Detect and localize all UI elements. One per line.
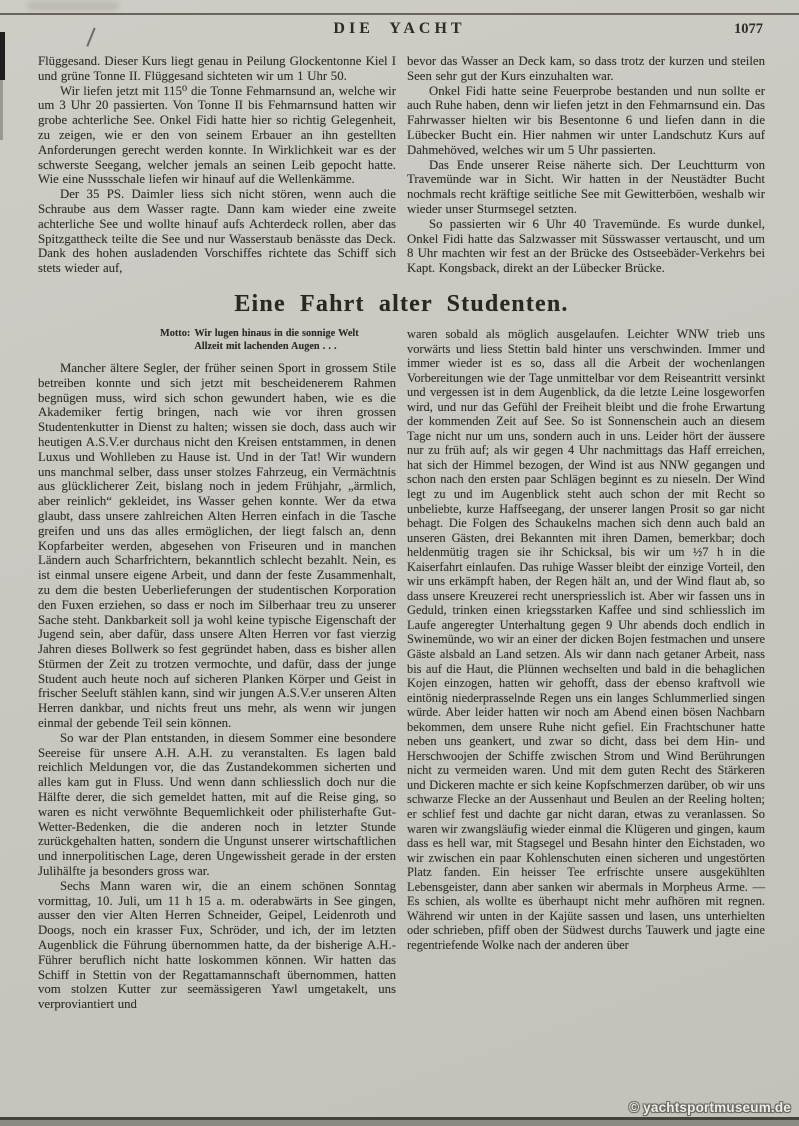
- scan-edge-artifact: [0, 32, 5, 80]
- paragraph: Das Ende unserer Reise näherte sich. Der Leuchtturm von Travemünde war in Sicht. Wir hatten in der Neustädter Bucht nochmals recht kräftige seitliche See mit Gewitterböen, weshalb wir wieder unser Sturmsegel setzten.: [407, 157, 765, 216]
- scan-edge-artifact: [0, 80, 3, 140]
- paragraph: Der 35 PS. Daimler liess sich nicht stören, wenn auch die Schraube aus dem Wasser ragte. Dann kam wieder eine zweite achterliche See und wollte hinauf aufs Achterdeck rollen, aber das Spitzgattheck teilte die See und nur Wasserstaub benässte das Deck. Dank des hohen ausladenden Vorschiffes richtete das Schiff sich stets wieder auf,: [38, 187, 396, 276]
- article-left-column: [38, 327, 396, 1012]
- paragraph: So war der Plan entstanden, in diesem Sommer eine besondere Seereise für unsere A.H. A.H. zu veranstalten. Es lagen bald reichlich Meldungen vor, die das Zustandekommen sicherten und alles kam gut in Fluss. Und wenn dann schliesslich doch nur die Hälfte derer, die sich gemeldet hatten, mit auf die Reise ging, so waren es nicht verwöhnte Bequemlichkeit oder philisterhafte Gut-Wetter-Bedenken, die die anderen noch in letzter Stunde zurückgehalten hatten, sondern die Ungunst unserer wirtschaftlichen und innerpolitischen Lage, deren Ungewissheit gerade in der ersten Julihälfte ja besonders gross war.: [38, 730, 396, 879]
- paragraph: bevor das Wasser an Deck kam, so dass trotz der kurzen und steilen Seen sehr gut der Kurs einzuhalten war.: [407, 54, 765, 83]
- motto-line: Wir lugen hinaus in die sonnige Welt: [194, 327, 359, 339]
- paragraph: waren sobald als möglich ausgelaufen. Leichter WNW trieb uns vorwärts und liess Stettin bald hinter uns verschwinden. Immer und immer wieder ist es so, dass all die Arbeit der wochenlangen Vorbereitungen wie der Tage unmittelbar vor dem Reiseantritt versinkt und vergessen ist in dem Augenblick, da die letzte Leine losgeworfen wird, und nur das Gefühl der Freiheit bleibt und die frohe Erwartung der kommenden Zeit auf See. So ist Sonnenschein auch an diesem Tage nicht nur um uns, sondern auch in uns. Leider hört der äussere nur zu früh auf; als wir gegen 4 Uhr nachmittags das Haff erreichen, hat sich der Himmel bezogen, der Wind ist aus NNW gegangen und schon nach den ersten paar Schlägen beginnt es zu nieseln. Der Wind legt zu und im Augenblick steht auch schon der mit Recht so unbeliebte, kurze Haffseegang, der unserer langen Prosit so gar nicht behagt. Die Folgen des Schaukelns machen sich denn auch bald an unseren Gästen, drei Bekannten mit ihren Damen, bemerkbar; doch heldenmütig tragen sie ihr Schicksal, bis wir um ½7 h in die Kaiserfahrt einlaufen. Das ruhige Wasser bleibt der einzige Vorteil, den wir uns erkämpft haben, der Regen hält an, und der Wind flaut ab, so dass unsere Kreuzerei recht unerspriesslich ist. Aber wir fassen uns in Geduld, trinken einen kriegsstarken Kaffee und sind schliesslich im Laufe angeregter Unterhaltung gegen 9 Uhr abends doch endlich in Swinemünde, wo wir an einer der dicken Bojen festmachen und unsere Gäste alsbald an Land setzen. Als wir dann nach getaner Arbeit, nass bis auf die Haut, die Plünnen wechselten und bald in die behaglichen Kojen einzogen, hatten wir gehofft, dass der ebenso kraftvoll wie eintönig niederprasselnde Regen uns ein langes Schlummerlied singen würde. Aber leider hatten wir noch am Abend einen bösen Nachbarn bekommen, dem unsere Ruhe nicht gefiel. Ein Frachtschuner hatte neben uns geankert, und zwar so dicht, dass bei dem Hin- und Herschwoojen der Schiffe zwischen Strom und Wind Berührungen nicht zu vermeiden waren. Und mit dem guten Recht des Stärkeren und Dickeren machte er sich keine Kopfschmerzen darüber, ob wir uns schwarze Flecke an der Aussenhaut und Beulen an der Reeling holten; er schlief fest und dachte gar nicht daran, etwas zu veranlassen. So waren wir zwangsläufig wieder einmal die Klügeren und gingen, kaum dass es hell war, mit Stagsegel und Besahn hinter den Eichstaden, wo wir zwischen ein paar Kohlenschuten einen sicheren und ungestörten Platz fanden. Ein heisser Tee erfrischte unsere ausgekühlten Lebensgeister, dann aber sanken wir abermals in Morpheus Arme. — Es schien, als wollte es überhaupt nicht mehr aufhören mit regnen. Während wir unten in der Kajüte sassen und lasen, uns unterhielten oder schrieben, pfiff oben der Südwest durchs Tauwerk und jagte eine regentriefende Wolke nach der anderen über: [407, 326, 765, 952]
- paragraph: Mancher ältere Segler, der früher seinen Sport in grossem Stile betreiben konnte und sich jetzt mit bescheidenerem Rahmen begnügen muss, wird sich schon gewundert haben, wie es die Akademiker fertig bringen, nach wie vor ihren grossen Studentenkutter in Dienst zu halten; wissen sie doch, dass auch wir heutigen A.S.V.er durchaus nicht den Kreisen entstammen, in denen Luxus und Wohlleben zu Hause ist. Und in der Tat! Wir wundern uns manchmal selber, dass unser stolzes Fahrzeug, ein Vermächtnis aus glücklicherer Zeit, bislang noch in jedem Frühjahr, „ärmlich, aber reinlich“ gekleidet, ins Wasser gehen konnte. Wer da etwa glaubt, dass unsere zahlreichen Alten Herren einfach in die Tasche greifen und uns das alles ermöglichen, der liegt falsch an, denn Kopfarbeiter werden, abgesehen von Friseuren und in manchen Ländern auch Scharfrichtern, bekanntlich schlecht bezahlt. Nein, es ist einmal unsere eigene Arbeit, und dann der feste Zusammenhalt, zu dem die besten Ueberlieferungen der studentischen Korporation den Fuxen erziehen, so dass er noch im Silberhaar treu zu unserer Sache steht. Dankbarkeit soll ja wohl keine typische Eigenschaft der Jugend sein, aber dafür, dass unsere Alten Herren vor fast vierzig Jahren dieses Bollwerk so fest gegründet haben, dass es bisher allen Stürmen der Zeit zu trotzen vermochte, und dafür, dass der junge Student auch heute noch auf sicheren Planken Körper und Geist in frischer Seeluft stählen kann, sind wir jungen A.S.V.er unseren Alten Herren dankbar, und nichts freut uns mehr, als wenn wir jungen einmal der gebende Teil sein können.: [38, 360, 396, 731]
- paragraph: Sechs Mann waren wir, die an einem schönen Sonntag vormittag, 10. Juli, um 11 h 15 a. m. oderabwärts in See gingen, ausser den vier Alten Herren Schneider, Geipel, Leidenroth und Doogs, noch ein krasser Fux, Schröder, und ich, der im letzten Augenblick die Führung übernommen hatte, da der bisherige A.H.-Führer beruflich nicht hatte loskommen können. Wir hatten das Schiff in Stettin von der Regattamannschaft übernommen, hatten vom stolzen Kutter zur seemässigeren Yawl umgetakelt, uns verproviantiert und: [38, 878, 396, 1012]
- article-body-section: [38, 327, 765, 1012]
- article-right-column: [407, 327, 765, 1012]
- previous-article-section: [38, 54, 765, 276]
- paragraph: Flüggesand. Dieser Kurs liegt genau in Peilung Glockentonne Kiel I und grüne Tonne II. Flüggesand sichteten wir um 1 Uhr 50.: [38, 54, 396, 83]
- scan-smudge: [28, 2, 118, 10]
- paragraph: Wir liefen jetzt mit 115⁰ die Tonne Fehmarnsund an, welche wir um 3 Uhr 20 passierten. Von Tonne II bis Fehmarnsund hatten wir grobe achterliche See. Onkel Fidi hatte hier so richtig Gelegenheit, zu zeigen, wie er den von seinem Erbauer an ihn gestellten Anforderungen gerecht werden konnte. In Wirklichkeit war es der schwerste Seegang, welcher jemals an seinen Leib gepocht hatte. Wie eine Nussschale liefen wir hinauf auf die Wellenkämme.: [38, 83, 396, 187]
- previous-article-right-column: [407, 54, 765, 276]
- page-number: 1077: [734, 21, 763, 37]
- motto-line: Allzeit mit lachenden Augen . . .: [194, 341, 337, 353]
- motto-label: Motto:: [160, 327, 191, 339]
- paragraph: Onkel Fidi hatte seine Feuerprobe bestanden und nun sollte er auch Ruhe haben, denn wir liefen jetzt in den Fehmarnsund ein. Das Fahrwasser hielten wir bis Besentonne 6 und liefen dann in die Lübecker Bucht ein. Hier nahmen wir unter Landschutz Kurs auf Dahmehöved, welches wir um 5 Uhr passierten.: [407, 83, 765, 157]
- page-content: [38, 54, 765, 1012]
- article-title: Eine Fahrt alter Studenten.: [234, 290, 569, 317]
- paragraph: So passierten wir 6 Uhr 40 Travemünde. Es wurde dunkel, Onkel Fidi hatte das Salzwasser mit Süsswasser vertauscht, und um 8 Uhr machten wir fest an der Brücke des Ostseebäder-Verkehrs bei Kapt. Kongsback, direkt an der Lübecker Brücke.: [407, 216, 765, 276]
- watermark: © yachtsportmuseum.de: [629, 1100, 791, 1115]
- article-motto: [160, 327, 396, 354]
- journal-title: DIE YACHT: [333, 20, 466, 37]
- motto-lines: [194, 327, 358, 354]
- scan-bottom-edge: [0, 1117, 799, 1126]
- previous-article-left-column: [38, 54, 396, 276]
- header-rule: [0, 13, 799, 15]
